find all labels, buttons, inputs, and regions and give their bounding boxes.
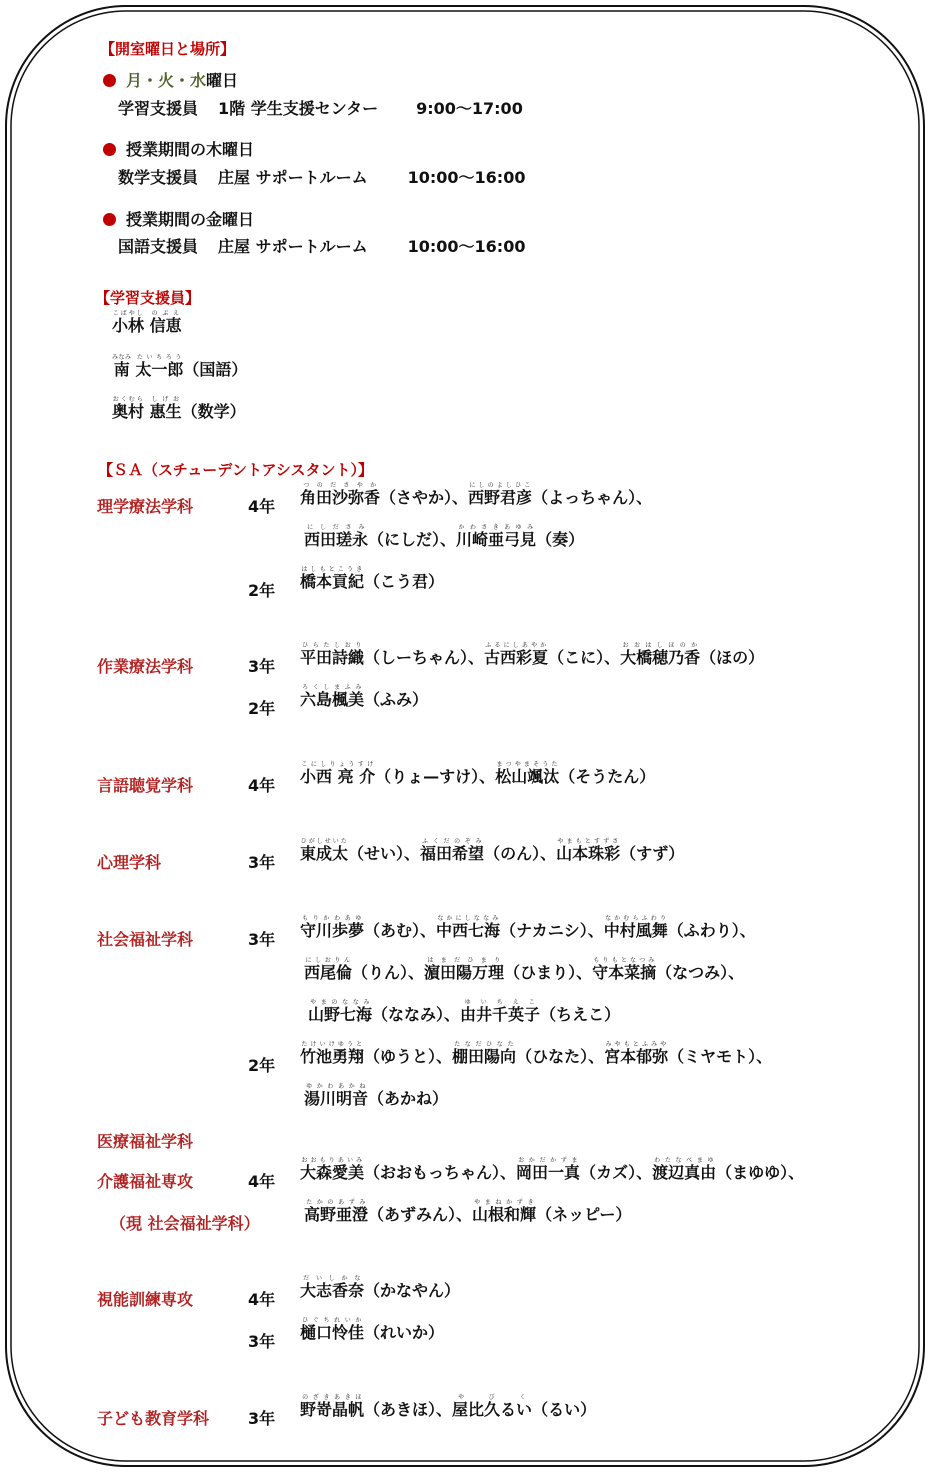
bullet-dot-icon xyxy=(103,213,116,226)
student-line: 小西 亮 介こにしりょうすけ（りょ—すけ）、松山颯汰まつやまそうた（そうたん） xyxy=(300,761,656,786)
year-label: 3年 xyxy=(248,930,276,949)
year-label: 2年 xyxy=(248,699,276,718)
hours-item-1-day: 月・火・水曜日 xyxy=(103,68,238,91)
year-label: 4年 xyxy=(248,1172,276,1191)
student-line: 樋口怜佳ひぐちれいか（れいか） xyxy=(300,1317,445,1342)
dept-label: 心理学科 xyxy=(97,853,162,872)
student-line: 山野七海やまのななみ（ななみ）、由井千英子ゆいちえこ（ちえこ） xyxy=(308,999,621,1024)
student-line: 高野亜澄たかのあずみ（あずみん）、山根和輝やまねかずき（ネッピー） xyxy=(304,1199,632,1224)
student-line: 湯川明音ゆかわあかね（あかね） xyxy=(304,1083,449,1108)
student-line: 橋本貢紀はしもとこうき（こう君） xyxy=(300,566,445,591)
dept-label: 医療福祉学科 xyxy=(97,1132,194,1151)
dept-label: 介護福祉専攻 xyxy=(97,1172,194,1191)
dept-label: 社会福祉学科 xyxy=(97,930,194,949)
hours-item-2-detail: 数学支援員 庄屋 サポートルーム 10:00〜16:00 xyxy=(118,168,526,187)
supporter-row: 奥村おくむら 惠生しげお（数学） xyxy=(112,396,246,421)
year-label: 4年 xyxy=(248,497,276,516)
dept-label: 理学療法学科 xyxy=(97,497,194,516)
hours-item-1-detail: 学習支援員 1階 学生支援センター 9:00〜17:00 xyxy=(118,99,523,118)
dept-label: 子ども教育学科 xyxy=(97,1409,210,1428)
supporter-row: 小林こばやし 信恵のぶえ xyxy=(112,310,182,335)
bullet-dot-icon xyxy=(103,74,116,87)
student-line: 野嵜晶帆のざきあきほ（あきほ）、屋比久るいやびく（るい） xyxy=(300,1394,597,1419)
year-label: 2年 xyxy=(248,1056,276,1075)
year-label: 3年 xyxy=(248,657,276,676)
student-line: 六島楓美ろくしまふみ（ふみ） xyxy=(300,684,429,709)
year-label: 3年 xyxy=(248,1409,276,1428)
student-line: 竹池勇翔たけいけゆうと（ゆうと）、棚田陽向たなだひなた（ひなた）、宮本郁弥みやもとふみや（ミヤモト）、 xyxy=(300,1041,773,1066)
student-line: 角田沙弥香つのださやか（さやか）、西野君彦にしのよしひこ（よっちゃん）、 xyxy=(300,482,653,507)
bullet-dot-icon xyxy=(103,143,116,156)
hours-item-2-day: 授業期間の木曜日 xyxy=(103,137,254,160)
supporters-header: 【学習支援員】 xyxy=(95,289,201,307)
student-line: 西田瑳永にしださみ（にしだ）、川崎亜弓見かわさきあゆみ（奏） xyxy=(304,524,585,549)
student-line: 西尾倫にしおりん（りん）、濵田陽万理はまだひまり（ひまり）、守本菜摘もりもとなつみ（なつみ）、 xyxy=(304,957,745,982)
year-label: 2年 xyxy=(248,581,276,600)
student-line: 東成太ひがしせいた（せい）、福田希望ふくだのぞみ（のん）、山本珠彩やまもとすずさ（すず） xyxy=(300,838,685,863)
year-label: 4年 xyxy=(248,776,276,795)
hours-item-3-detail: 国語支援員 庄屋 サポートルーム 10:00〜16:00 xyxy=(118,237,526,256)
year-label: 3年 xyxy=(248,853,276,872)
supporter-row: 南みなみ 太一郎たいちろう（国語） xyxy=(112,354,248,379)
student-line: 大志香奈だいしかな（かなやん） xyxy=(300,1275,461,1300)
sa-header: 【ＳＡ（スチューデントアシスタント）】 xyxy=(98,461,373,479)
hours-header: 【開室曜日と場所】 xyxy=(100,40,236,58)
dept-label: 視能訓練専攻 xyxy=(97,1290,194,1309)
student-line: 平田詩織ひらたしおり（しーちゃん）、古西彩夏ふるにしあやか（こに）、大橋穂乃香おおはしほのか（ほの） xyxy=(300,642,765,667)
dept-label: 作業療法学科 xyxy=(97,657,194,676)
student-line: 守川歩夢もりかわあゆ（あむ）、中西七海なかにしななみ（ナカニシ）、中村風舞なかむらふわり（ふわり）、 xyxy=(300,915,756,940)
dept-note: （現 社会福祉学科） xyxy=(110,1214,260,1233)
hours-item-3-day: 授業期間の金曜日 xyxy=(103,207,254,230)
dept-label: 言語聴覚学科 xyxy=(97,776,194,795)
student-line: 大森愛美おおもりあいみ（おおもっちゃん）、岡田一真おかだかずま（カズ）、渡辺真由わたなべまゆ（まゆゆ）、 xyxy=(300,1157,805,1182)
year-label: 3年 xyxy=(248,1332,276,1351)
year-label: 4年 xyxy=(248,1290,276,1309)
